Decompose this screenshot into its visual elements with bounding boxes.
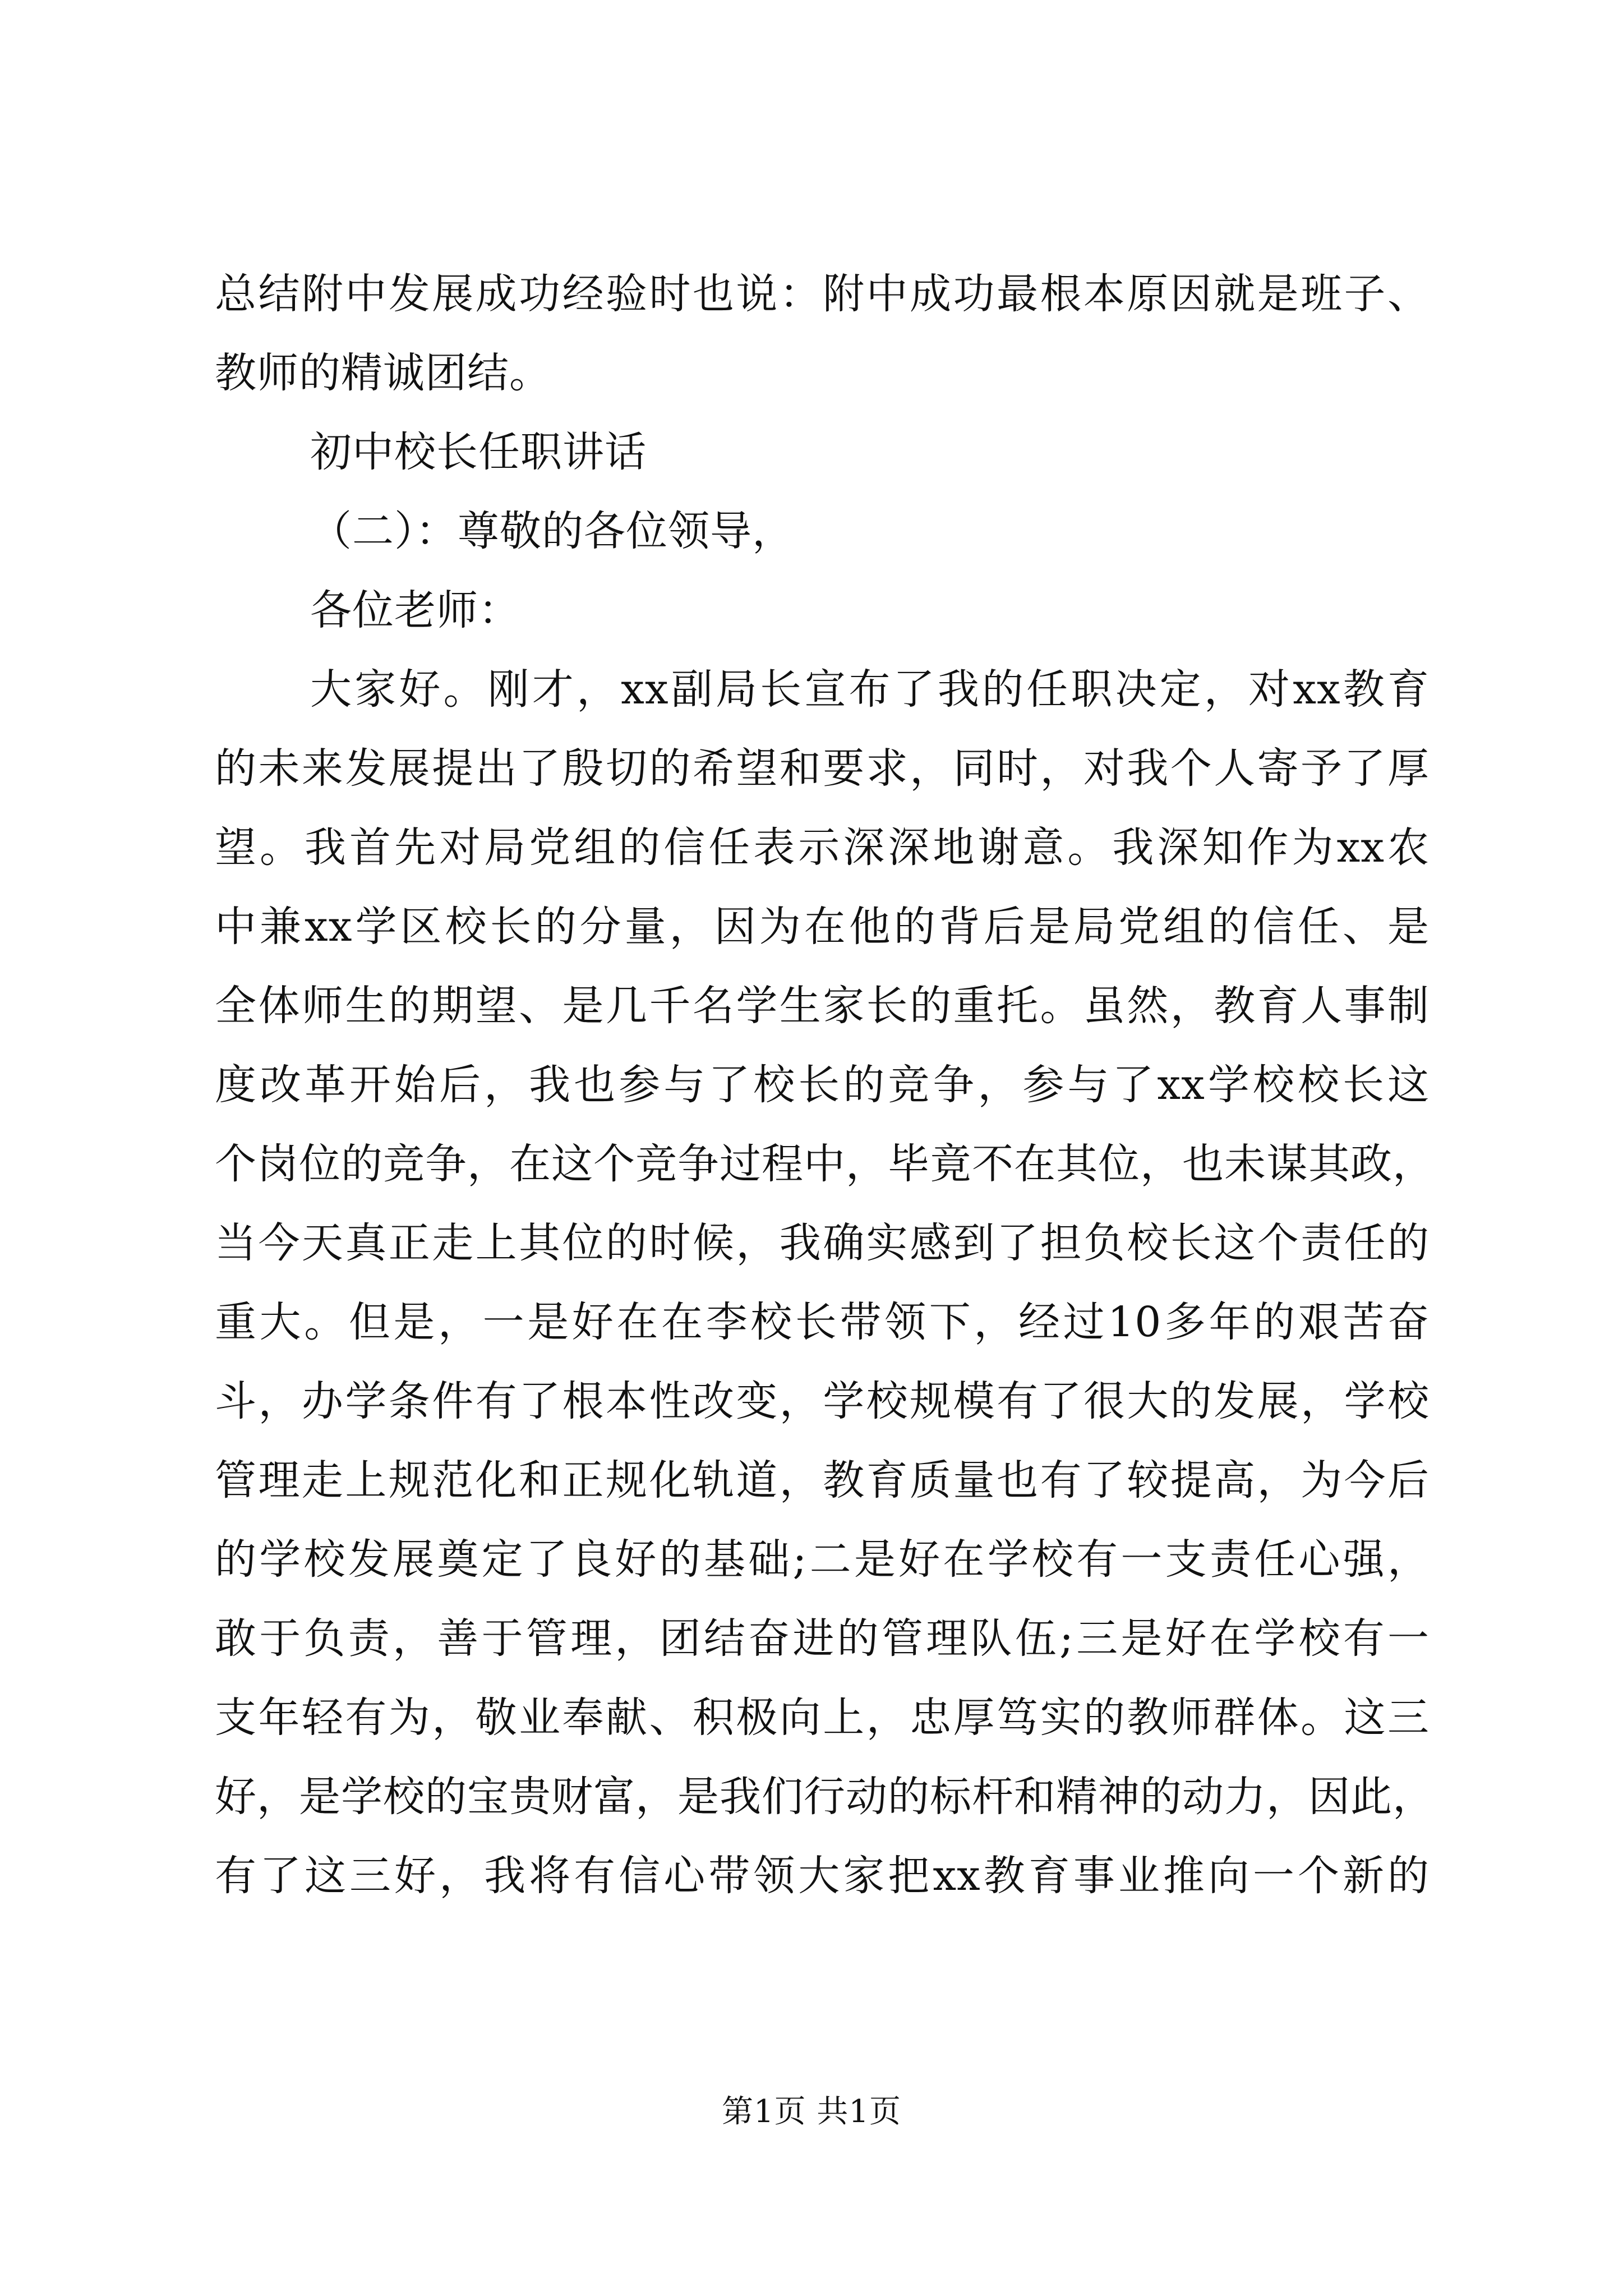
text-line: 全体师生的期望、是几千名学生家长的重托。虽然，教育人事制 — [215, 982, 1430, 1030]
text-line: 总结附中发展成功经验时也说：附中成功最根本原因就是班子、 — [215, 270, 1430, 318]
text-line: 好，是学校的宝贵财富，是我们行动的标杆和精神的动力，因此， — [215, 1773, 1435, 1821]
text-line: （二）：尊敬的各位领导， — [310, 507, 794, 555]
document-body — [215, 255, 1435, 1916]
text-line: 中兼xx学区校长的分量，因为在他的背后是局党组的信任、是 — [215, 903, 1430, 951]
page-footer: 第1页 共1页 — [721, 2093, 902, 2130]
text-line: 望。我首先对局党组的信任表示深深地谢意。我深知作为xx农 — [215, 823, 1430, 872]
text-line: 大家好。刚才，xx副局长宣布了我的任职决定，对xx教育 — [310, 665, 1430, 714]
text-line: 个岗位的竞争，在这个竞争过程中，毕竟不在其位，也未谋其政， — [215, 1140, 1435, 1188]
text-line: 度改革开始后，我也参与了校长的竞争，参与了xx学校校长这 — [215, 1061, 1430, 1109]
text-line: 斗，办学条件有了根本性改变，学校规模有了很大的发展，学校 — [215, 1377, 1430, 1425]
text-line: 初中校长任职讲话 — [310, 428, 647, 476]
text-line: 当今天真正走上其位的时候，我确实感到了担负校长这个责任的 — [215, 1219, 1430, 1267]
text-line: 的学校发展奠定了良好的基础;二是好在学校有一支责任心强， — [215, 1535, 1430, 1584]
text-line: 支年轻有为，敬业奉献、积极向上，忠厚笃实的教师群体。这三 — [215, 1694, 1430, 1742]
text-line: 管理走上规范化和正规化轨道，教育质量也有了较提高，为今后 — [215, 1456, 1430, 1504]
text-line: 各位老师： — [310, 586, 520, 634]
text-line: 重大。但是，一是好在在李校长带领下，经过10多年的艰苦奋 — [215, 1298, 1430, 1346]
text-line: 教师的精诚团结。 — [215, 349, 551, 397]
text-line: 有了这三好，我将有信心带领大家把xx教育事业推向一个新的 — [215, 1852, 1430, 1900]
text-line: 敢于负责，善于管理，团结奋进的管理队伍;三是好在学校有一 — [215, 1614, 1430, 1663]
text-line: 的未来发展提出了殷切的希望和要求，同时，对我个人寄予了厚 — [215, 744, 1430, 793]
